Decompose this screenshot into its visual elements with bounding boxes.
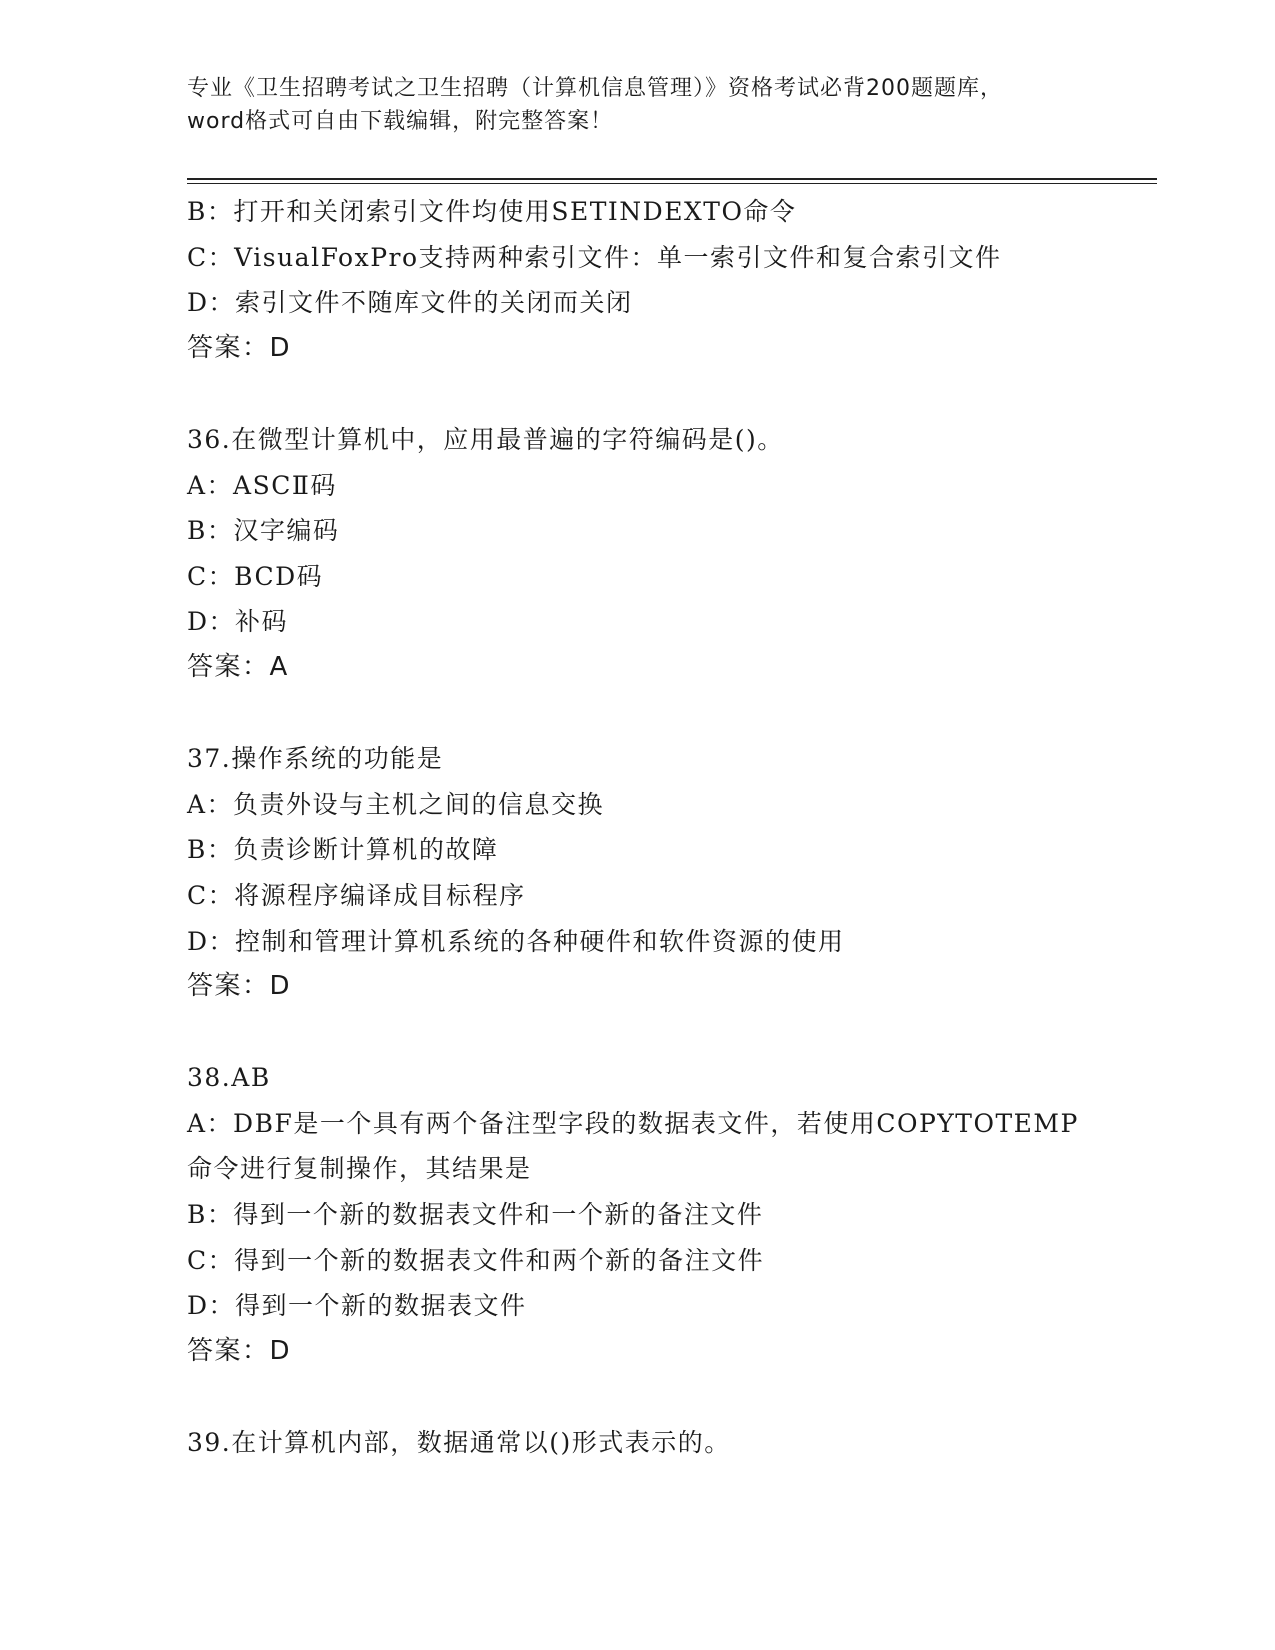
spacer: [187, 371, 1147, 417]
q36-question: 36.在微型计算机中，应用最普遍的字符编码是()。: [187, 424, 784, 454]
q38-option-c: C：得到一个新的数据表文件和两个新的备注文件: [187, 1245, 765, 1275]
q37-option-b: B：负责诊断计算机的故障: [187, 835, 499, 865]
q36-option-a: A：ASCⅡ码: [187, 470, 337, 500]
q38-option-b: B：得到一个新的数据表文件和一个新的备注文件: [187, 1200, 764, 1230]
q36-answer: 答案：A: [187, 651, 289, 682]
q38-option-a-line-1: A：DBF是一个具有两个备注型字段的数据表文件，若使用COPYTOTEMP: [187, 1108, 1079, 1138]
spacer: [187, 1010, 1147, 1056]
header-title-line-2: word格式可自由下载编辑，附完整答案！: [187, 109, 614, 134]
q37-option-a: A：负责外设与主机之间的信息交换: [187, 789, 605, 819]
q38-option-d: D：得到一个新的数据表文件: [187, 1291, 527, 1321]
q35-option-c: C：VisualFoxPro支持两种索引文件：单一索引文件和复合索引文件: [187, 242, 1002, 272]
header-divider-thick: [187, 178, 1157, 180]
q36-option-b: B：汉字编码: [187, 516, 340, 546]
header-divider-thin: [187, 183, 1157, 184]
q37-option-d: D：控制和管理计算机系统的各种硬件和软件资源的使用: [187, 926, 845, 956]
q35-option-b: B：打开和关闭索引文件均使用SETINDEXTO命令: [187, 197, 797, 226]
spacer: [187, 1374, 1147, 1420]
question-list: [187, 189, 1147, 1466]
q36-option-d: D：补码: [187, 607, 289, 637]
q39-question: 39.在计算机内部，数据通常以()形式表示的。: [187, 1428, 731, 1458]
q38-answer: 答案：D: [187, 1335, 292, 1366]
q38-option-a-line-2: 命令进行复制操作，其结果是: [187, 1154, 532, 1184]
q37-answer: 答案：D: [187, 971, 292, 1002]
q37-question: 37.操作系统的功能是: [187, 744, 444, 774]
q38-question: 38.AB: [187, 1063, 271, 1093]
header-title-line-1: 专业《卫生招聘考试之卫生招聘（计算机信息管理）》资格考试必背200题题库，: [187, 76, 1003, 101]
q36-option-c: C：BCD码: [187, 561, 324, 591]
q35-answer: 答案：D: [187, 332, 292, 363]
document-header: [187, 72, 1087, 138]
q37-option-c: C：将源程序编译成目标程序: [187, 880, 526, 910]
q35-option-d: D：索引文件不随库文件的关闭而关闭: [187, 288, 633, 318]
spacer: [187, 691, 1147, 737]
